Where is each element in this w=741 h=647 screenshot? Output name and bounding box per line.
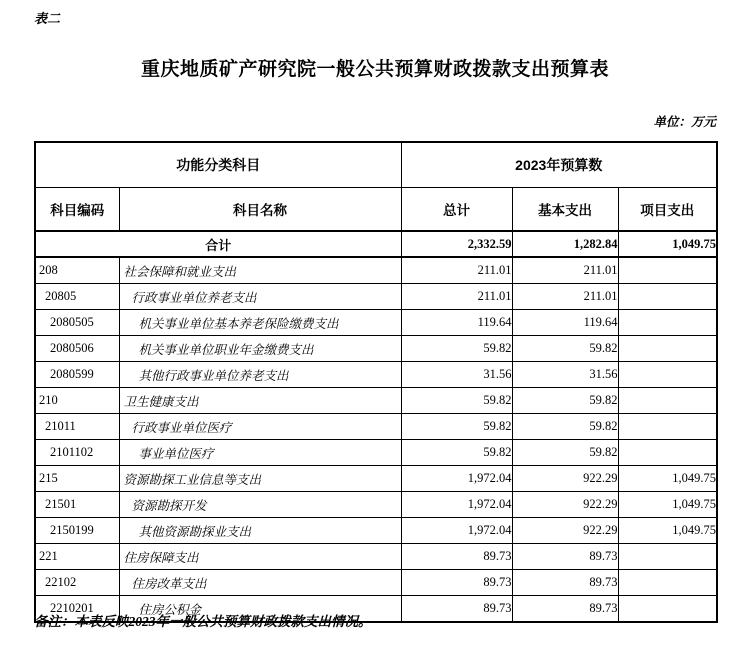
project-expenditure-cell: 1,049.75 xyxy=(618,466,717,492)
basic-expenditure-cell: 89.73 xyxy=(512,596,618,623)
basic-expenditure-cell: 922.29 xyxy=(512,492,618,518)
header-basic-expenditure: 基本支出 xyxy=(512,188,618,232)
basic-expenditure-cell: 211.01 xyxy=(512,257,618,284)
subject-name-cell: 其他行政事业单位养老支出 xyxy=(119,362,401,388)
table-row xyxy=(35,336,717,362)
unit-note: 单位：万元 xyxy=(653,115,716,129)
table-row xyxy=(35,518,717,544)
total-cell: 89.73 xyxy=(401,544,512,570)
subject-code-cell: 22102 xyxy=(35,570,119,596)
project-expenditure-cell: 1,049.75 xyxy=(618,518,717,544)
subject-name-cell: 卫生健康支出 xyxy=(119,388,401,414)
project-expenditure-cell xyxy=(618,414,717,440)
subject-name-cell: 行政事业单位养老支出 xyxy=(119,284,401,310)
table-row xyxy=(35,414,717,440)
basic-expenditure-cell: 89.73 xyxy=(512,544,618,570)
table-row xyxy=(35,544,717,570)
table-number-label: 表二 xyxy=(34,11,61,26)
project-expenditure-cell xyxy=(618,284,717,310)
table-row xyxy=(35,284,717,310)
subject-code-cell: 221 xyxy=(35,544,119,570)
subject-name-cell: 其他资源勘探业支出 xyxy=(119,518,401,544)
project-expenditure-cell xyxy=(618,544,717,570)
table-row xyxy=(35,388,717,414)
table-header xyxy=(35,142,717,231)
subject-code-cell: 21011 xyxy=(35,414,119,440)
project-expenditure-cell xyxy=(618,336,717,362)
total-cell: 1,972.04 xyxy=(401,492,512,518)
total-cell: 59.82 xyxy=(401,414,512,440)
header-subject-name: 科目名称 xyxy=(119,188,401,232)
grand-total-project-cell: 1,049.75 xyxy=(618,231,717,257)
total-cell: 89.73 xyxy=(401,596,512,623)
subject-code-cell: 215 xyxy=(35,466,119,492)
total-cell: 119.64 xyxy=(401,310,512,336)
subject-code-cell: 2150199 xyxy=(35,518,119,544)
total-cell: 59.82 xyxy=(401,440,512,466)
project-expenditure-cell xyxy=(618,362,717,388)
basic-expenditure-cell: 922.29 xyxy=(512,518,618,544)
subject-name-cell: 住房公积金 xyxy=(119,596,401,623)
total-cell: 211.01 xyxy=(401,257,512,284)
budget-table xyxy=(34,141,718,623)
header-column-row xyxy=(35,188,717,232)
table-row xyxy=(35,492,717,518)
subject-name-cell: 机关事业单位基本养老保险缴费支出 xyxy=(119,310,401,336)
project-expenditure-cell xyxy=(618,440,717,466)
subject-code-cell: 208 xyxy=(35,257,119,284)
subject-code-cell: 2080505 xyxy=(35,310,119,336)
basic-expenditure-cell: 119.64 xyxy=(512,310,618,336)
total-cell: 59.82 xyxy=(401,388,512,414)
total-cell: 1,972.04 xyxy=(401,466,512,492)
header-project-expenditure: 项目支出 xyxy=(618,188,717,232)
grand-total-total-cell: 2,332.59 xyxy=(401,231,512,257)
basic-expenditure-cell: 89.73 xyxy=(512,570,618,596)
table-body xyxy=(35,231,717,622)
page-title: 重庆地质矿产研究院一般公共预算财政拨款支出预算表 xyxy=(140,59,609,80)
header-functional-classification: 功能分类科目 xyxy=(35,142,401,188)
subject-name-cell: 资源勘探开发 xyxy=(119,492,401,518)
footnote: 备注：本表反映2023年一般公共预算财政拨款支出情况。 xyxy=(34,614,372,629)
subject-name-cell: 社会保障和就业支出 xyxy=(119,257,401,284)
basic-expenditure-cell: 922.29 xyxy=(512,466,618,492)
header-group-row xyxy=(35,142,717,188)
subject-name-cell: 行政事业单位医疗 xyxy=(119,414,401,440)
total-cell: 89.73 xyxy=(401,570,512,596)
subject-name-cell: 事业单位医疗 xyxy=(119,440,401,466)
project-expenditure-cell xyxy=(618,310,717,336)
header-subject-code: 科目编码 xyxy=(35,188,119,232)
subject-name-cell: 资源勘探工业信息等支出 xyxy=(119,466,401,492)
subject-code-cell: 2080599 xyxy=(35,362,119,388)
project-expenditure-cell xyxy=(618,570,717,596)
total-cell: 211.01 xyxy=(401,284,512,310)
project-expenditure-cell: 1,049.75 xyxy=(618,492,717,518)
subject-code-cell: 21501 xyxy=(35,492,119,518)
table-row xyxy=(35,310,717,336)
grand-total-row xyxy=(35,231,717,257)
basic-expenditure-cell: 211.01 xyxy=(512,284,618,310)
subject-code-cell: 2210201 xyxy=(35,596,119,623)
table-row xyxy=(35,362,717,388)
basic-expenditure-cell: 59.82 xyxy=(512,440,618,466)
subject-code-cell: 2101102 xyxy=(35,440,119,466)
table-row xyxy=(35,466,717,492)
grand-total-basic-cell: 1,282.84 xyxy=(512,231,618,257)
project-expenditure-cell xyxy=(618,596,717,623)
basic-expenditure-cell: 59.82 xyxy=(512,388,618,414)
total-cell: 31.56 xyxy=(401,362,512,388)
subject-name-cell: 住房改革支出 xyxy=(119,570,401,596)
header-total: 总计 xyxy=(401,188,512,232)
basic-expenditure-cell: 59.82 xyxy=(512,336,618,362)
header-budget-2023: 2023年预算数 xyxy=(401,142,717,188)
table-row xyxy=(35,570,717,596)
total-cell: 1,972.04 xyxy=(401,518,512,544)
subject-code-cell: 20805 xyxy=(35,284,119,310)
grand-total-label: 合计 xyxy=(35,231,401,257)
subject-name-cell: 住房保障支出 xyxy=(119,544,401,570)
project-expenditure-cell xyxy=(618,257,717,284)
subject-code-cell: 2080506 xyxy=(35,336,119,362)
table-row xyxy=(35,257,717,284)
table-row xyxy=(35,440,717,466)
total-cell: 59.82 xyxy=(401,336,512,362)
basic-expenditure-cell: 31.56 xyxy=(512,362,618,388)
project-expenditure-cell xyxy=(618,388,717,414)
subject-name-cell: 机关事业单位职业年金缴费支出 xyxy=(119,336,401,362)
basic-expenditure-cell: 59.82 xyxy=(512,414,618,440)
subject-code-cell: 210 xyxy=(35,388,119,414)
